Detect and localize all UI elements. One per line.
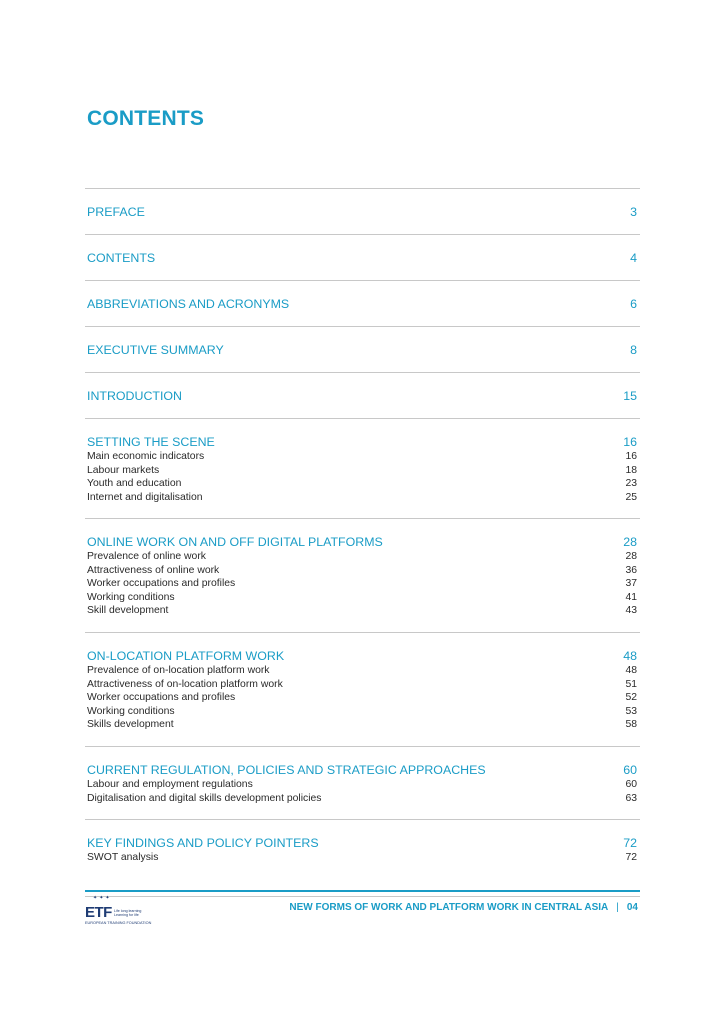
toc-subentry-row[interactable] [85, 705, 640, 719]
toc-subentry-row[interactable] [85, 718, 640, 732]
toc-subentry-row[interactable] [85, 604, 640, 618]
toc-entry-online-work [85, 518, 640, 632]
toc-subentry-title: Prevalence of on-location platform work [87, 665, 270, 676]
footer-separator: | [616, 902, 619, 913]
toc-subentry-page: 18 [625, 464, 637, 476]
toc-heading-page: 16 [623, 435, 637, 449]
toc-heading-title: ABBREVIATIONS AND ACRONYMS [87, 297, 290, 311]
toc-heading-row[interactable] [85, 189, 640, 219]
toc-subentry-title: Worker occupations and profiles [87, 578, 236, 590]
toc-heading-page: 48 [623, 649, 637, 663]
toc-heading-title: ONLINE WORK ON AND OFF DIGITAL PLATFORMS [87, 535, 383, 549]
toc-entry-introduction [85, 372, 640, 418]
toc-subentry-page: 60 [625, 779, 637, 790]
toc-heading-page: 8 [630, 343, 637, 357]
toc-subentry-title: Working conditions [87, 591, 175, 603]
toc-subentry-title: Main economic indicators [87, 451, 205, 462]
toc-subentry-title: SWOT analysis [87, 852, 159, 863]
page-title: CONTENTS [87, 107, 205, 130]
logo-organisation: EUROPEAN TRAINING FOUNDATION [85, 921, 152, 925]
toc-subentry-page: 28 [625, 551, 637, 562]
toc-subentry-row[interactable] [85, 477, 640, 491]
toc-heading-row[interactable] [85, 519, 640, 549]
toc-subentry-page: 41 [625, 591, 637, 603]
toc-entry-on-location-platform-work [85, 632, 640, 746]
toc-entry-abbreviations [85, 280, 640, 326]
toc-subentry-title: Skill development [87, 605, 169, 617]
toc-heading-page: 3 [630, 205, 637, 219]
toc-entry-current-regulation [85, 746, 640, 819]
toc-subentry-row[interactable] [85, 792, 640, 806]
toc-heading-row[interactable] [85, 419, 640, 449]
toc-subentry-page: 58 [625, 719, 637, 731]
toc-heading-page: 4 [630, 251, 637, 265]
toc-subentry-row[interactable] [85, 464, 640, 478]
logo-letters: ETF [85, 904, 112, 921]
running-footer [289, 902, 638, 913]
toc-heading-row[interactable] [85, 281, 640, 311]
toc-subentry-title: Prevalence of online work [87, 551, 206, 562]
toc-subentry-row[interactable] [85, 851, 640, 865]
toc-heading-page: 28 [623, 535, 637, 549]
toc-subentry-row[interactable] [85, 450, 640, 464]
toc-subentry-row[interactable] [85, 691, 640, 705]
toc-heading-title: EXECUTIVE SUMMARY [87, 343, 224, 357]
toc-subentry-title: Attractiveness of on-location platform work [87, 678, 283, 690]
toc-subentry-row[interactable] [85, 550, 640, 564]
etf-logo [85, 896, 155, 930]
toc-subentry-row[interactable] [85, 664, 640, 678]
footer-page-number: 04 [626, 902, 638, 913]
toc-heading-row[interactable] [85, 747, 640, 777]
toc-heading-title: CURRENT REGULATION, POLICIES AND STRATEGIC APPROACHES [87, 763, 486, 777]
toc-subentry-page: 25 [625, 491, 637, 503]
toc-subentry-title: Digitalisation and digital skills development policies [87, 792, 322, 804]
table-of-contents [85, 188, 640, 897]
toc-subentry-page: 52 [625, 692, 637, 704]
eu-stars-icon: ✦✦✦ [93, 895, 112, 901]
toc-subentry-title: Labour markets [87, 464, 160, 476]
toc-subentry-page: 37 [625, 578, 637, 590]
toc-subentry-page: 43 [625, 605, 637, 617]
toc-subentry-row[interactable] [85, 577, 640, 591]
toc-subentry-row[interactable] [85, 564, 640, 578]
toc-subentry-page: 23 [625, 478, 637, 490]
toc-subentry-page: 72 [625, 852, 637, 863]
toc-heading-title: INTRODUCTION [87, 389, 182, 403]
toc-heading-row[interactable] [85, 327, 640, 357]
toc-heading-page: 15 [623, 389, 637, 403]
toc-heading-title: SETTING THE SCENE [87, 435, 215, 449]
toc-heading-row[interactable] [85, 633, 640, 663]
toc-heading-row[interactable] [85, 820, 640, 850]
toc-subentry-row[interactable] [85, 591, 640, 605]
toc-subentry-page: 51 [625, 678, 637, 690]
toc-subentry-title: Attractiveness of online work [87, 564, 220, 576]
toc-heading-title: PREFACE [87, 205, 145, 219]
toc-subentry-row[interactable] [85, 491, 640, 505]
toc-heading-page: 60 [623, 763, 637, 777]
footer-divider [85, 890, 640, 892]
toc-entry-setting-the-scene [85, 418, 640, 518]
toc-subentry-page: 16 [625, 451, 637, 462]
toc-entry-key-findings [85, 819, 640, 897]
toc-heading-title: KEY FINDINGS AND POLICY POINTERS [87, 836, 319, 850]
toc-subentry-row[interactable] [85, 778, 640, 792]
toc-subentry-page: 63 [625, 792, 637, 804]
toc-subentry-title: Internet and digitalisation [87, 491, 203, 503]
toc-heading-page: 72 [623, 836, 637, 850]
toc-subentry-title: Worker occupations and profiles [87, 692, 236, 704]
footer-document-title: NEW FORMS OF WORK AND PLATFORM WORK IN CENTRAL ASIA [289, 902, 609, 913]
toc-entry-executive-summary [85, 326, 640, 372]
toc-subentry-page: 53 [625, 705, 637, 717]
toc-heading-page: 6 [630, 297, 637, 311]
toc-subentry-title: Youth and education [87, 478, 182, 490]
toc-heading-row[interactable] [85, 373, 640, 403]
toc-entry-contents [85, 234, 640, 280]
logo-tagline: Life long learning Learning for life [114, 909, 142, 917]
toc-heading-row[interactable] [85, 235, 640, 265]
toc-subentry-title: Labour and employment regulations [87, 779, 253, 790]
toc-subentry-title: Skills development [87, 719, 174, 731]
toc-subentry-title: Working conditions [87, 705, 175, 717]
toc-heading-title: CONTENTS [87, 251, 156, 265]
toc-subentry-page: 36 [625, 564, 637, 576]
toc-entry-preface [85, 188, 640, 234]
toc-heading-title: ON-LOCATION PLATFORM WORK [87, 649, 285, 663]
toc-subentry-page: 48 [625, 665, 637, 676]
toc-subentry-row[interactable] [85, 678, 640, 692]
